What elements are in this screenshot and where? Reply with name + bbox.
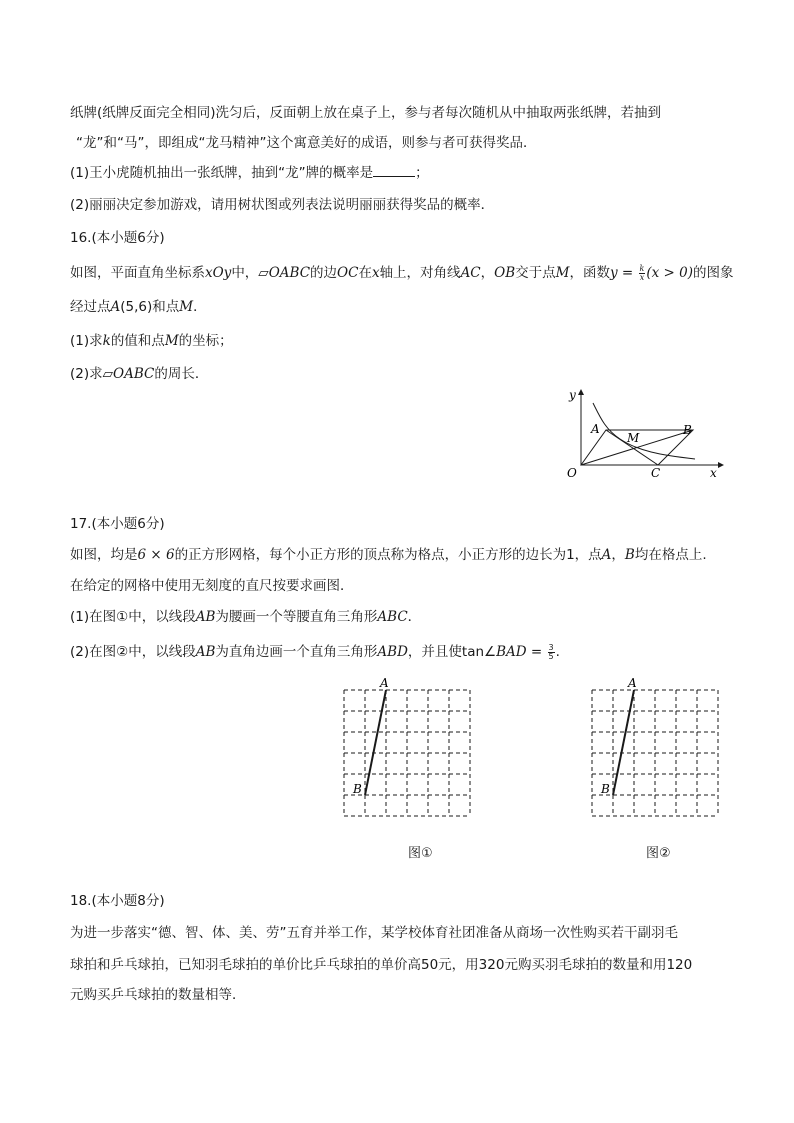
math-oabc: OABC bbox=[113, 366, 155, 382]
text: ． bbox=[407, 609, 422, 625]
math-oc: OC bbox=[337, 265, 359, 281]
text: ， bbox=[611, 547, 625, 563]
text: 的值和点 bbox=[110, 333, 165, 349]
math-abd: ABD bbox=[377, 644, 408, 660]
q16-text-line-1 bbox=[70, 263, 734, 283]
text: 的图象 bbox=[693, 265, 734, 281]
text: ， bbox=[480, 265, 495, 281]
math-grid-size: 6 × 6 bbox=[137, 547, 175, 563]
q15-text-line-2: “龙”和“马”，即组成“龙马精神”这个寓意美好的成语，则参与者可获得奖品． bbox=[76, 135, 537, 151]
text: 的正方形网格，每个小正方形的顶点称为格点，小正方形的边长为 bbox=[174, 547, 567, 563]
math-m: M bbox=[164, 333, 179, 349]
label-o: O bbox=[567, 466, 577, 480]
math-x: x bbox=[371, 265, 380, 281]
q17-text-line-1 bbox=[70, 545, 707, 565]
text: (1)在图①中，以线段 bbox=[70, 609, 196, 625]
fraction-3-over-5 bbox=[548, 644, 555, 661]
math-bad: BAD bbox=[496, 644, 527, 660]
math-oabc: OABC bbox=[268, 265, 311, 281]
text: ，并且使tan∠ bbox=[407, 644, 497, 660]
dashed-grid bbox=[592, 690, 718, 816]
math-abc: ABC bbox=[377, 609, 408, 625]
math-one: 1 bbox=[566, 547, 575, 563]
q16-header: 16.(本小题6分) bbox=[70, 230, 165, 246]
text: 如图，均是 bbox=[70, 547, 138, 563]
text: (2)在图②中，以线段 bbox=[70, 644, 196, 660]
math-y: y bbox=[609, 265, 618, 281]
segment-ab bbox=[613, 690, 634, 795]
label-a: A bbox=[380, 676, 389, 690]
math-xoy: xOy bbox=[205, 265, 232, 281]
q17-subquestion-1 bbox=[70, 607, 421, 627]
text: 轴上，对角线 bbox=[379, 265, 461, 281]
q16-coordinate-figure bbox=[560, 385, 730, 485]
q18-text-line-3: 元购买乒乓球拍的数量相等． bbox=[70, 987, 246, 1003]
label-c: C bbox=[651, 466, 661, 480]
text: (2)求▱ bbox=[70, 366, 114, 382]
q17-grid-figure-2 bbox=[578, 675, 728, 825]
figure-2-caption: 图② bbox=[646, 846, 671, 861]
text: 的边 bbox=[310, 265, 338, 281]
q15-sub1-text: (1)王小虎随机抽出一张纸牌，抽到“龙”牌的概率是 bbox=[70, 165, 374, 181]
text: 中，▱ bbox=[231, 265, 269, 281]
math-m: M bbox=[179, 299, 194, 315]
q15-subquestion-1 bbox=[70, 163, 429, 183]
q15-text-line-1: 纸牌(纸牌反面完全相同)洗匀后，反面朝上放在桌子上，参与者每次随机从中抽取两张纸牌，若抽到 bbox=[70, 105, 662, 121]
text: 经过点 bbox=[70, 299, 111, 315]
text: 的周长． bbox=[154, 366, 209, 382]
text: . bbox=[555, 644, 560, 660]
q17-header: 17.(本小题6分) bbox=[70, 516, 165, 532]
answer-blank bbox=[373, 164, 415, 177]
fraction-denominator: 5 bbox=[548, 651, 554, 661]
math-condition: (x > 0) bbox=[646, 265, 694, 281]
label-x: x bbox=[710, 466, 717, 480]
math-ac: AC bbox=[460, 265, 481, 281]
fraction-denominator: x bbox=[639, 272, 645, 282]
text: ，点 bbox=[574, 547, 602, 563]
math-equals: = bbox=[526, 644, 547, 660]
math-ab: AB bbox=[195, 609, 216, 625]
label-y: y bbox=[569, 388, 576, 402]
math-ob: OB bbox=[494, 265, 516, 281]
q17-subquestion-2 bbox=[70, 642, 560, 662]
label-a: A bbox=[628, 676, 637, 690]
math-equals: = bbox=[617, 265, 638, 281]
q18-text-line-1: 为进一步落实“德、智、体、美、劳”五育并举工作，某学校体育社团准备从商场一次性购买若干副羽毛 bbox=[70, 925, 678, 941]
y-axis-arrow bbox=[578, 389, 584, 395]
dashed-grid bbox=[344, 690, 470, 816]
text: 为直角边画一个直角三角形 bbox=[215, 644, 378, 660]
q16-subquestion-1 bbox=[70, 331, 233, 351]
text: 和点 bbox=[152, 299, 180, 315]
text: ． bbox=[193, 299, 207, 315]
text: ，函数 bbox=[569, 265, 610, 281]
q16-subquestion-2 bbox=[70, 364, 208, 384]
text: 为腰画一个等腰直角三角形 bbox=[215, 609, 378, 625]
math-ab: AB bbox=[195, 644, 216, 660]
text: 的坐标； bbox=[178, 333, 233, 349]
q18-header: 18.(本小题8分) bbox=[70, 893, 165, 909]
x-axis-arrow bbox=[718, 462, 724, 468]
q18-text-line-2: 球拍和乒乓球拍，已知羽毛球拍的单价比乒乓球拍的单价高50元，用320元购买羽毛球拍的数量和用120 bbox=[70, 957, 693, 973]
math-a: A bbox=[110, 299, 121, 315]
q17-grid-figure-1 bbox=[330, 675, 480, 825]
q15-sub1-end: ； bbox=[415, 165, 429, 181]
fraction-numerator: 3 bbox=[548, 642, 554, 652]
label-m: M bbox=[627, 431, 640, 445]
label-b: B bbox=[601, 782, 610, 796]
math-b: B bbox=[624, 547, 635, 563]
text: 交于点 bbox=[515, 265, 556, 281]
figure-1-caption: 图① bbox=[408, 846, 433, 861]
text: (1)求 bbox=[70, 333, 103, 349]
segment-ab bbox=[365, 690, 386, 795]
fraction-k-over-x bbox=[639, 265, 646, 282]
q17-text-line-2: 在给定的网格中使用无刻度的直尺按要求画图． bbox=[70, 578, 354, 594]
math-k: k bbox=[102, 333, 111, 349]
fraction-numerator: k bbox=[639, 263, 645, 273]
q15-subquestion-2: (2)丽丽决定参加游戏，请用树状图或列表法说明丽丽获得奖品的概率． bbox=[70, 197, 495, 213]
math-point: (5,6) bbox=[120, 299, 153, 315]
text: 均在格点上. bbox=[634, 547, 707, 563]
text: 如图，平面直角坐标系 bbox=[70, 265, 205, 281]
text: 在 bbox=[358, 265, 372, 281]
label-b: B bbox=[353, 782, 362, 796]
math-a: A bbox=[601, 547, 612, 563]
q16-text-line-2 bbox=[70, 297, 207, 317]
label-a: A bbox=[591, 422, 600, 436]
math-m: M bbox=[555, 265, 570, 281]
label-b: B bbox=[683, 423, 692, 437]
